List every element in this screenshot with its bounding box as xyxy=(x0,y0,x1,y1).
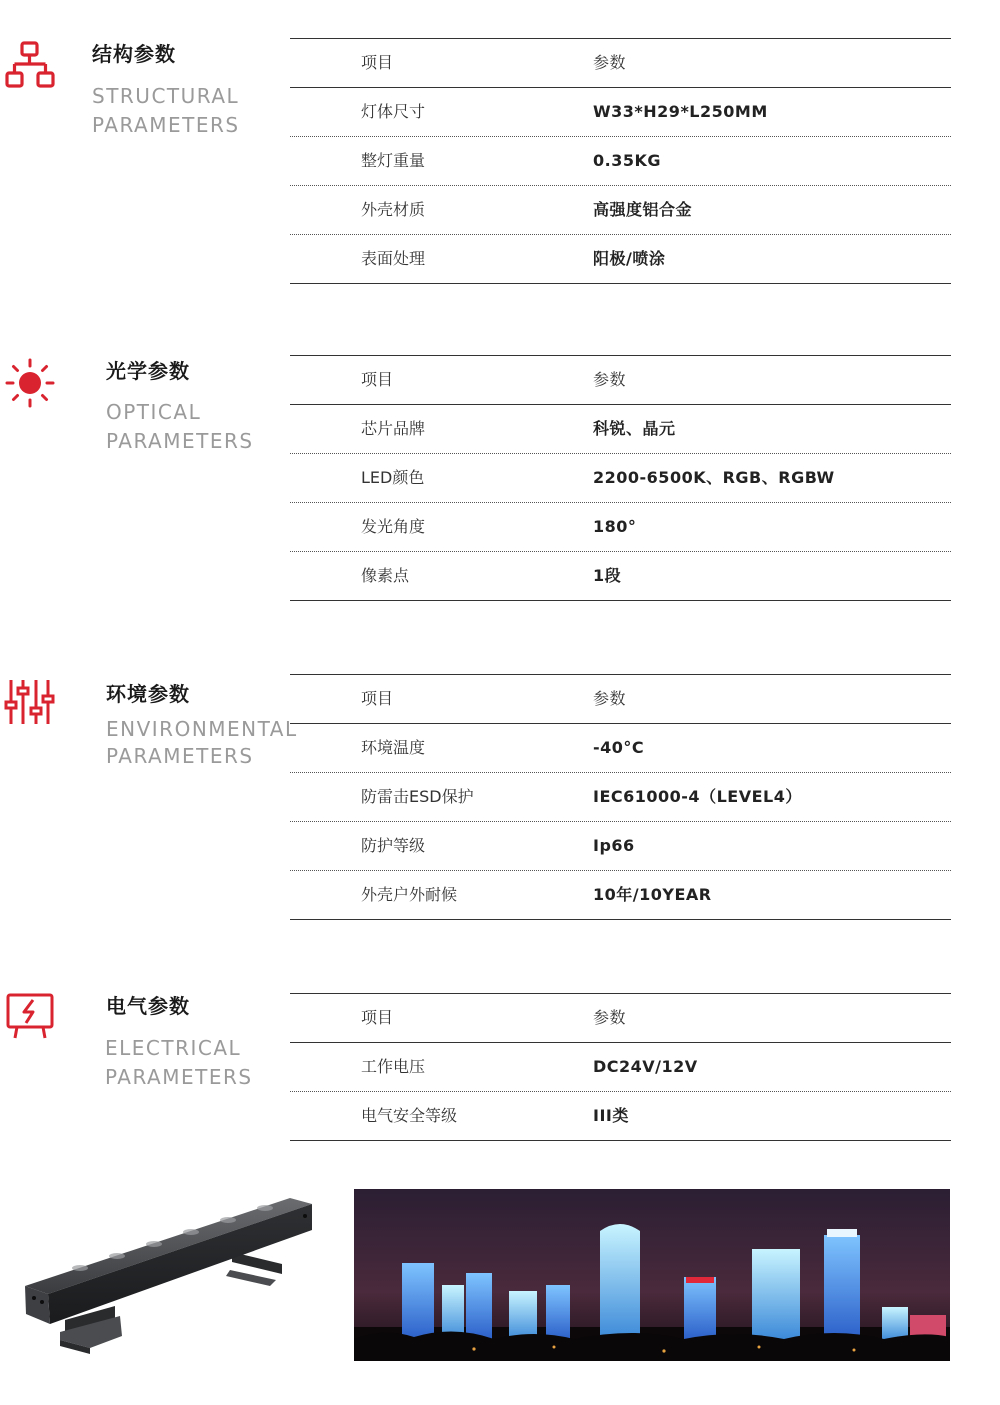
section-title-en-line1: OPTICAL xyxy=(106,400,202,424)
table-row xyxy=(290,453,951,502)
table-header-row xyxy=(290,994,951,1043)
table-row xyxy=(290,772,951,821)
row-key: 外壳材质 xyxy=(361,200,426,219)
row-key: 环境温度 xyxy=(361,738,426,757)
row-key: 电气安全等级 xyxy=(361,1106,458,1125)
header-value: 参数 xyxy=(593,1008,627,1027)
table-header-row xyxy=(290,675,951,724)
table-row xyxy=(290,88,951,136)
row-key: 外壳户外耐候 xyxy=(361,885,458,904)
table-row xyxy=(290,405,951,453)
header-value: 参数 xyxy=(593,53,627,72)
header-value: 参数 xyxy=(593,689,627,708)
table-row xyxy=(290,502,951,551)
header-key: 项目 xyxy=(361,1008,394,1027)
section-title-en xyxy=(106,398,254,456)
row-value: Ip66 xyxy=(593,836,635,855)
row-value: 10年/10YEAR xyxy=(593,885,712,904)
row-key: 整灯重量 xyxy=(361,151,426,170)
row-key: 灯体尺寸 xyxy=(361,102,426,121)
table-header-row xyxy=(290,356,951,405)
optical-table xyxy=(290,355,951,601)
table-row xyxy=(290,136,951,185)
row-value: 2200-6500K、RGB、RGBW xyxy=(593,468,835,487)
row-value: 高强度铝合金 xyxy=(593,200,693,219)
table-row xyxy=(290,234,951,283)
sliders-icon xyxy=(3,678,57,726)
table-row xyxy=(290,1043,951,1091)
row-value: DC24V/12V xyxy=(593,1057,698,1076)
row-value: III类 xyxy=(593,1106,629,1125)
table-row xyxy=(290,185,951,234)
row-key: 防护等级 xyxy=(361,836,426,855)
row-key: 表面处理 xyxy=(361,249,426,268)
table-row xyxy=(290,724,951,772)
row-value: 180° xyxy=(593,517,637,536)
row-value: 阳极/喷涂 xyxy=(593,249,666,268)
section-title-en xyxy=(92,82,240,140)
row-key: LED颜色 xyxy=(361,468,425,487)
electric-board-icon xyxy=(5,992,55,1040)
row-value: IEC61000-4（LEVEL4） xyxy=(593,787,802,806)
section-title-en-line2: PARAMETERS xyxy=(92,113,240,137)
row-key: 工作电压 xyxy=(361,1057,426,1076)
section-title-cn: 电气参数 xyxy=(106,994,190,1018)
header-value: 参数 xyxy=(593,370,627,389)
row-value: 1段 xyxy=(593,566,622,585)
section-title-cn: 结构参数 xyxy=(92,42,176,66)
city-night-image xyxy=(354,1189,950,1361)
table-row xyxy=(290,551,951,600)
row-key: 芯片品牌 xyxy=(361,419,426,438)
section-title-en-line1: STRUCTURAL xyxy=(92,84,240,108)
environmental-table xyxy=(290,674,951,920)
section-title-en-line2: PARAMETERS xyxy=(106,429,254,453)
product-image xyxy=(20,1190,320,1370)
section-title-cn: 光学参数 xyxy=(106,359,190,383)
section-title-cn: 环境参数 xyxy=(106,682,190,706)
row-key: 发光角度 xyxy=(361,517,426,536)
row-value: 0.35KG xyxy=(593,151,662,170)
header-key: 项目 xyxy=(361,53,394,72)
row-value: 科锐、晶元 xyxy=(593,419,676,438)
section-title-en-line2: PARAMETERS xyxy=(106,744,254,768)
sun-icon xyxy=(5,358,55,408)
structural-table xyxy=(290,38,951,284)
row-key: 防雷击ESD保护 xyxy=(361,787,474,806)
table-row xyxy=(290,870,951,919)
section-title-en-line1: ENVIRONMENTAL xyxy=(106,717,298,741)
header-key: 项目 xyxy=(361,689,394,708)
section-title-en xyxy=(106,716,298,770)
row-value: -40°C xyxy=(593,738,645,757)
section-title-en-line2: PARAMETERS xyxy=(105,1065,253,1089)
hierarchy-icon xyxy=(4,40,56,90)
table-row xyxy=(290,821,951,870)
table-row xyxy=(290,1091,951,1140)
row-key: 像素点 xyxy=(361,566,410,585)
section-title-en xyxy=(105,1034,253,1092)
header-key: 项目 xyxy=(361,370,394,389)
row-value: W33*H29*L250MM xyxy=(593,102,768,121)
electrical-table xyxy=(290,993,951,1141)
section-title-en-line1: ELECTRICAL xyxy=(105,1036,242,1060)
table-header-row xyxy=(290,39,951,88)
